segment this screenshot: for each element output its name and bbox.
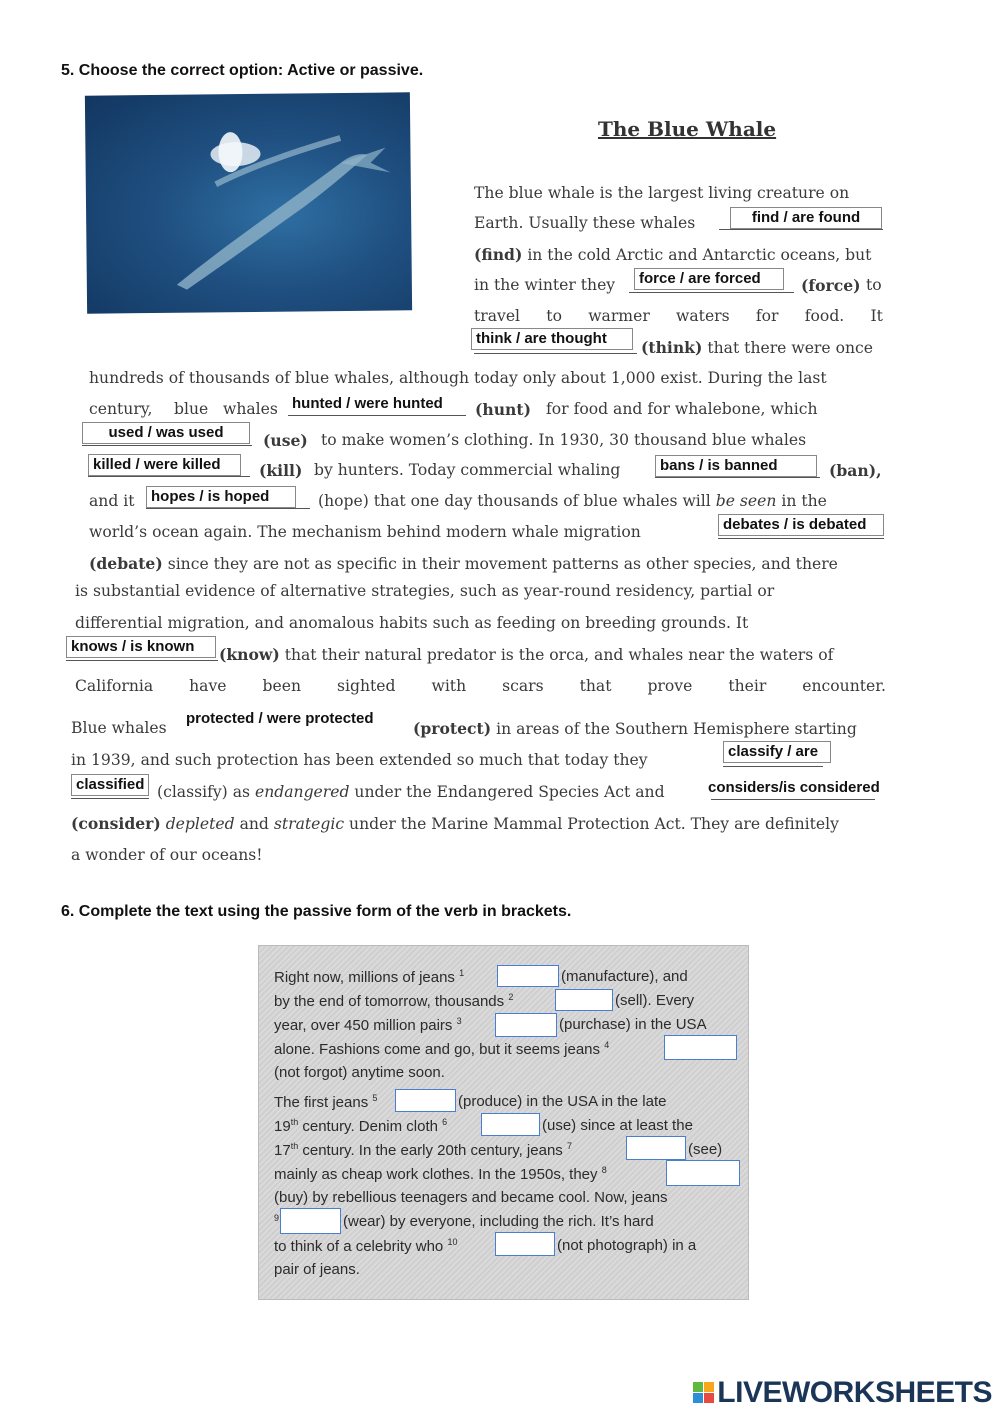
text-line: blue	[174, 400, 209, 418]
jeans-line: (wear) by everyone, including the rich. It’s hard	[343, 1213, 654, 1230]
text-line	[89, 554, 838, 573]
text-span: in the cold Arctic and Antarctic oceans, but	[527, 246, 872, 264]
jeans-line: pair of jeans.	[274, 1261, 360, 1278]
jeans-line: (not photograph) in a	[557, 1237, 697, 1254]
text-span-italic: be seen	[715, 492, 777, 510]
jeans-line	[274, 1213, 279, 1231]
text-span: 17	[274, 1142, 291, 1159]
word: travel	[474, 307, 521, 325]
text-line: in the winter they	[474, 276, 616, 294]
gap-number: 8	[601, 1165, 607, 1175]
answer-classify-box-part2[interactable]: classified	[71, 774, 149, 796]
gap-10-input[interactable]	[495, 1232, 555, 1256]
jeans-line	[274, 992, 513, 1010]
word: encounter.	[802, 677, 886, 695]
jeans-line: (purchase) in the USA	[559, 1016, 707, 1033]
answer-underline	[718, 538, 884, 539]
text-line	[263, 431, 308, 450]
text-span-italic: endangered	[254, 783, 350, 801]
whale-illustration	[85, 92, 412, 313]
text-line: differential migration, and anomalous habits such as feeding on breeding grounds. It	[75, 614, 749, 632]
word: scars	[502, 677, 544, 695]
text-line: to	[866, 276, 882, 294]
answer-underline	[146, 508, 310, 509]
text-line-justified	[474, 307, 883, 325]
text-line	[318, 492, 827, 510]
question-5-heading: 5. Choose the correct option: Active or passive.	[61, 62, 424, 79]
superscript: th	[290, 1141, 299, 1151]
text-line: for food and for whalebone, which	[546, 400, 818, 418]
answer-consider-box[interactable]: considers/is considered	[708, 779, 880, 796]
gap-5-input[interactable]	[395, 1089, 456, 1112]
text-span: mainly as cheap work clothes. In the 1950s, they	[274, 1166, 598, 1183]
word: their	[728, 677, 767, 695]
jeans-line: (see)	[688, 1141, 723, 1158]
verb-consider: (consider)	[71, 814, 161, 833]
text-line: in 1939, and such protection has been extended so much that today they	[71, 751, 648, 769]
text-line	[71, 814, 839, 833]
text-line	[474, 245, 871, 264]
text-line: to make women’s clothing. In 1930, 30 thousand blue whales	[321, 431, 807, 449]
answer-think-box[interactable]: think / are thought	[471, 328, 633, 350]
answer-kill-box[interactable]: killed / were killed	[88, 454, 241, 476]
verb-protect: (protect)	[413, 719, 492, 738]
jeans-line	[274, 968, 464, 986]
text-span: since they are not as specific in their movement patterns as other species, and there	[167, 555, 838, 573]
text-span: in the	[781, 492, 827, 510]
jeans-line	[274, 1016, 462, 1034]
word: that	[579, 677, 612, 695]
word: to	[546, 307, 562, 325]
gap-number: 3	[456, 1016, 462, 1026]
text-line: Blue whales	[71, 719, 167, 737]
text-span: century. Denim cloth	[298, 1118, 438, 1135]
answer-use-box[interactable]: used / was used	[82, 422, 250, 444]
answer-underline	[66, 660, 218, 661]
blue-whale-photo	[85, 92, 412, 313]
jeans-line	[274, 1237, 457, 1255]
text-line	[829, 461, 882, 480]
answer-know-box[interactable]: knows / is known	[66, 636, 216, 658]
answer-underline	[82, 445, 252, 446]
word: food.	[804, 307, 845, 325]
gap-9-input[interactable]	[280, 1208, 341, 1234]
answer-underline	[711, 799, 875, 800]
brand-name: LIVEWORKSHEETS	[717, 1376, 992, 1409]
text-line: world’s ocean again. The mechanism behind modern whale migration	[89, 523, 641, 541]
text-span: by the end of tomorrow, thousands	[274, 993, 505, 1010]
text-line: hundreds of thousands of blue whales, although today only about 1,000 exist. During the last	[89, 369, 827, 387]
jeans-line	[274, 1093, 377, 1111]
word: have	[189, 677, 227, 695]
liveworksheets-logo	[693, 1376, 992, 1410]
gap-6-input[interactable]	[481, 1113, 540, 1136]
answer-classify-box-part1[interactable]: classify / are	[723, 741, 831, 763]
text-span: in areas of the Southern Hemisphere starting	[496, 720, 857, 738]
answer-protect-box[interactable]: protected / were protected	[186, 710, 374, 727]
jeans-text-panel	[258, 945, 749, 1300]
text-line: by hunters. Today commercial whaling	[314, 461, 621, 479]
answer-find-box[interactable]: find / are found	[730, 207, 882, 229]
answer-underline	[723, 766, 823, 767]
answer-force-box[interactable]: force / are forced	[634, 268, 784, 290]
gap-4-input[interactable]	[664, 1035, 737, 1060]
answer-hunt-box[interactable]: hunted / were hunted	[292, 395, 443, 412]
verb-ban: (ban),	[829, 461, 882, 480]
word: California	[75, 677, 154, 695]
answer-underline	[474, 353, 637, 354]
text-line	[259, 461, 302, 480]
answer-underline	[288, 415, 466, 416]
word: prove	[647, 677, 693, 695]
text-line: a wonder of our oceans!	[71, 846, 263, 864]
text-line: century,	[89, 400, 153, 418]
jeans-line	[274, 1117, 447, 1135]
jeans-line: (use) since at least the	[542, 1117, 693, 1134]
text-line-justified	[75, 677, 886, 695]
answer-underline	[88, 476, 250, 477]
text-span: and	[239, 815, 269, 833]
answer-underline	[655, 477, 820, 478]
gap-number: 4	[604, 1040, 610, 1050]
gap-1-input[interactable]	[497, 965, 559, 987]
text-span: under the Endangered Species Act and	[354, 783, 665, 801]
text-span-italic: depleted	[165, 815, 235, 833]
verb-know: (know)	[219, 645, 280, 664]
text-span: that their natural predator is the orca, and whales near the waters of	[284, 646, 834, 664]
verb-hunt: (hunt)	[475, 400, 531, 419]
passage-title: The Blue Whale	[598, 117, 777, 141]
text-line	[219, 645, 833, 664]
answer-hope-box[interactable]: hopes / is hoped	[146, 486, 296, 508]
text-span: that there were once	[707, 339, 873, 357]
verb-debate: (debate)	[89, 554, 163, 573]
gap-number: 1	[459, 968, 465, 978]
word: sighted	[336, 677, 396, 695]
text-span: 19	[274, 1118, 291, 1135]
jeans-line: (manufacture), and	[561, 968, 688, 985]
jeans-line	[274, 1040, 609, 1058]
answer-underline	[629, 292, 794, 293]
verb-kill: (kill)	[259, 461, 303, 480]
jeans-line: (buy) by rebellious teenagers and became cool. Now, jeans	[274, 1189, 668, 1206]
text-line: The blue whale is the largest living creature on	[474, 184, 850, 202]
gap-number: 9	[274, 1213, 280, 1223]
text-span: (classify) as	[157, 783, 251, 801]
text-line: and it	[89, 492, 135, 510]
liveworksheets-logo-icon	[693, 1380, 715, 1406]
text-span: alone. Fashions come and go, but it seems jeans	[274, 1041, 601, 1058]
jeans-line: (not forgot) anytime soon.	[274, 1064, 445, 1081]
question-6-heading: 6. Complete the text using the passive form of the verb in brackets.	[61, 903, 572, 920]
word: waters	[676, 307, 730, 325]
gap-2-input[interactable]	[555, 989, 613, 1011]
text-span: The first jeans	[274, 1094, 369, 1111]
text-span: under the Marine Mammal Protection Act. They are definitely	[349, 815, 839, 833]
text-span: year, over 450 million pairs	[274, 1017, 453, 1034]
text-line	[475, 400, 531, 419]
verb-force: (force)	[801, 276, 861, 295]
word: It	[870, 307, 883, 325]
text-span: to think of a celebrity who	[274, 1238, 444, 1255]
gap-3-input[interactable]	[495, 1013, 557, 1037]
answer-underline	[71, 798, 149, 799]
answer-debate-box[interactable]: debates / is debated	[718, 514, 884, 536]
superscript: th	[290, 1117, 299, 1127]
text-span: (hope) that one day thousands of blue whales will	[318, 492, 711, 510]
verb-find: (find)	[474, 245, 523, 264]
verb-think: (think)	[641, 338, 703, 357]
answer-ban-box[interactable]: bans / is banned	[655, 455, 817, 477]
text-span-italic: strategic	[273, 815, 345, 833]
text-line: is substantial evidence of alternative strategies, such as year-round residency, partial or	[75, 582, 775, 600]
gap-8-input[interactable]	[666, 1160, 740, 1186]
text-span: Right now, millions of jeans	[274, 969, 455, 986]
text-line	[157, 783, 665, 801]
text-span: century. In the early 20th century, jeans	[298, 1142, 563, 1159]
gap-number: 5	[372, 1093, 378, 1103]
word: warmer	[588, 307, 650, 325]
word: for	[755, 307, 779, 325]
gap-number: 2	[508, 992, 514, 1002]
text-line	[641, 338, 873, 357]
answer-underline	[719, 229, 883, 230]
jeans-line: (sell). Every	[615, 992, 695, 1009]
justified-words	[474, 307, 883, 325]
text-line	[413, 719, 857, 738]
justified-words	[75, 677, 886, 695]
text-line: whales	[223, 400, 278, 418]
gap-number: 6	[442, 1117, 448, 1127]
gap-number: 10	[447, 1237, 458, 1247]
text-line	[801, 276, 861, 295]
word: with	[431, 677, 467, 695]
word: been	[262, 677, 301, 695]
jeans-line	[274, 1165, 607, 1183]
verb-use: (use)	[263, 431, 308, 450]
jeans-line	[274, 1141, 572, 1159]
gap-number: 7	[566, 1141, 572, 1151]
gap-7-input[interactable]	[626, 1136, 686, 1160]
jeans-line: (produce) in the USA in the late	[458, 1093, 667, 1110]
text-line: Earth. Usually these whales	[474, 214, 696, 232]
